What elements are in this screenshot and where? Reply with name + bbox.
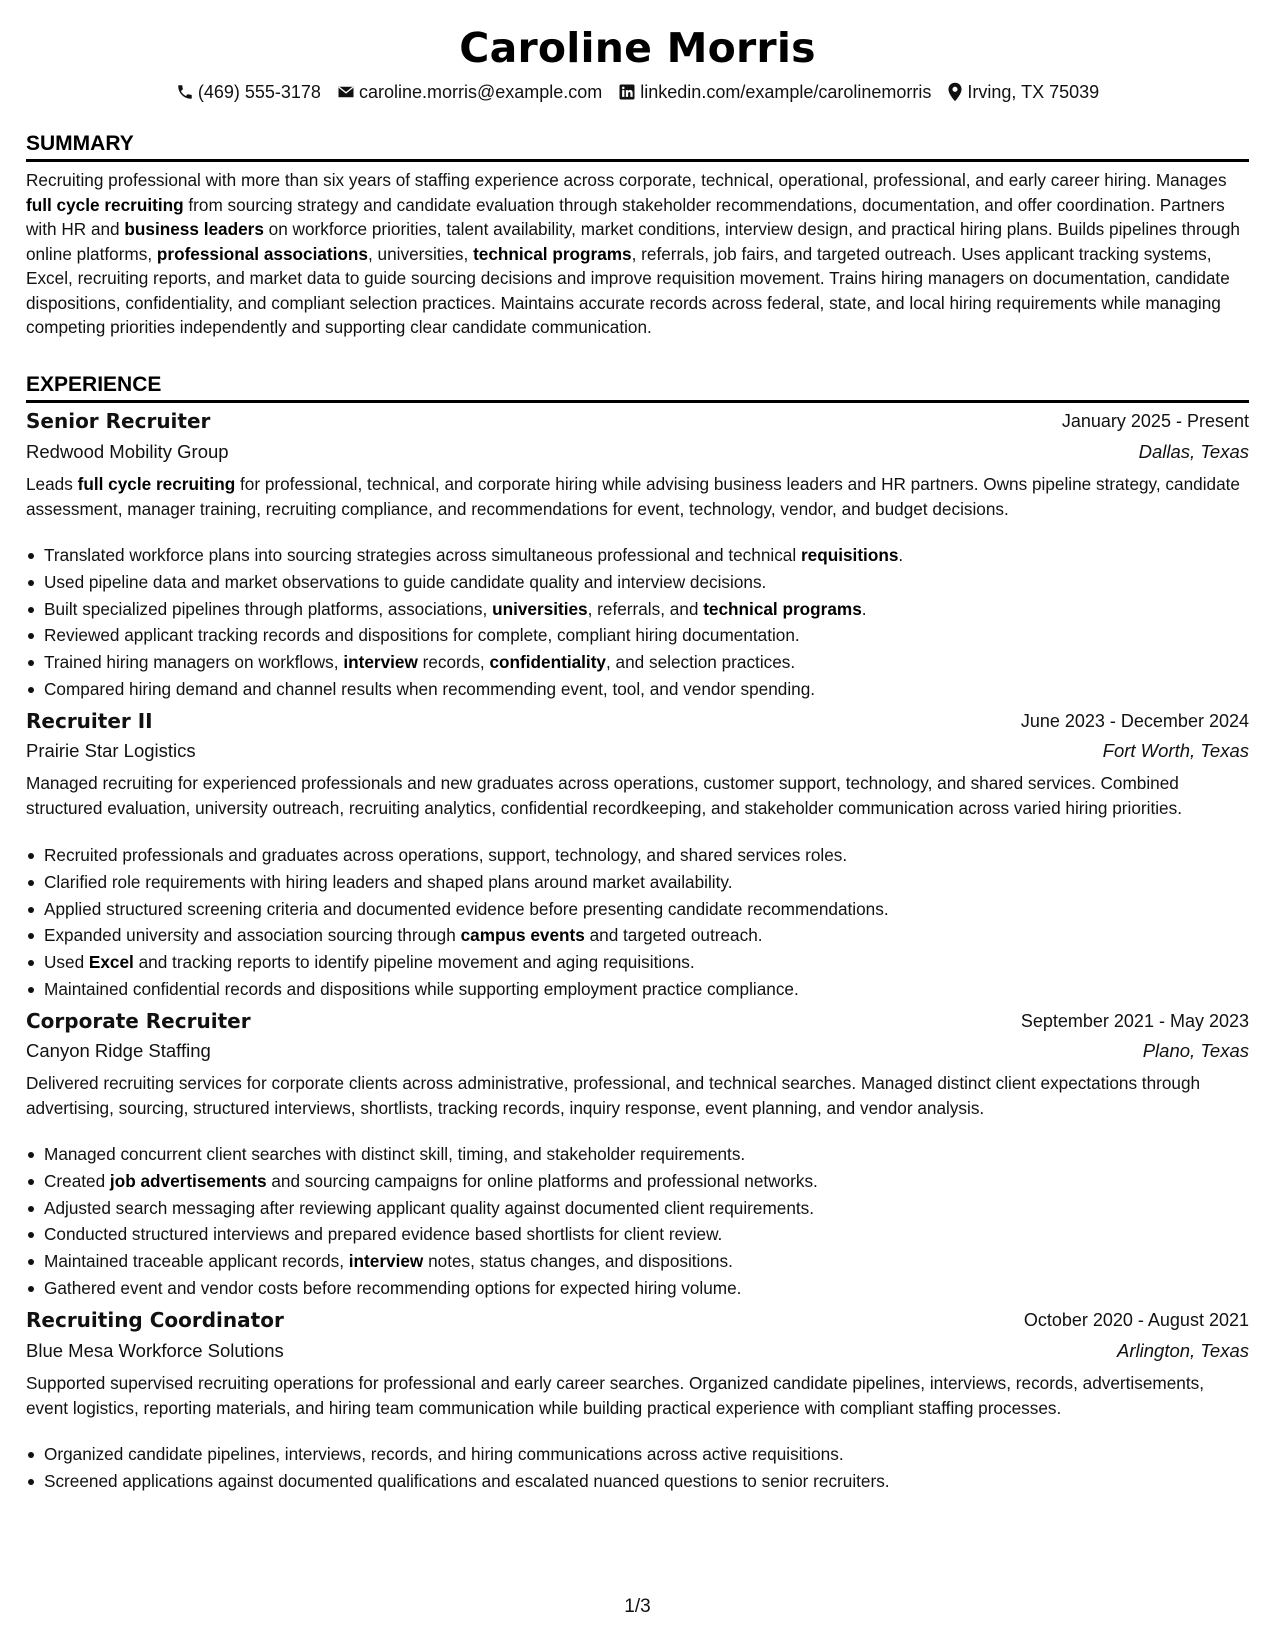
job-bullets [26, 842, 1249, 1003]
email-text[interactable]: caroline.morris@example.com [358, 81, 603, 102]
experience-rule [26, 400, 1249, 403]
job-location: Fort Worth, Texas [1102, 740, 1249, 761]
bullet-item: Maintained confidential records and dispositions while supporting employment practice compliance. [26, 976, 1249, 1003]
candidate-name: Caroline Morris [459, 24, 816, 72]
summary-heading: SUMMARY [26, 132, 134, 155]
phone-text: (469) 555-3178 [197, 81, 321, 102]
job-bullets [26, 1141, 1249, 1302]
bullet-item: Reviewed applicant tracking records and dispositions for complete, compliant hiring documentation. [26, 622, 1249, 649]
job-description: Leads full cycle recruiting for professional, technical, and corporate hiring while advising business leaders and HR partners. Owns pipeline strategy, candidate assessment, manager training, recruiting compliance, and recommendations for event, technology, vendor, and budget decisions. [26, 474, 1240, 519]
contact-email[interactable] [337, 82, 602, 103]
job-title: Recruiter II [26, 709, 153, 733]
job-dates: June 2023 - December 2024 [1020, 711, 1249, 731]
job-dates: September 2021 - May 2023 [1020, 1011, 1249, 1031]
bullet-item: Used pipeline data and market observations to guide candidate quality and interview decisions. [26, 569, 1249, 596]
job-title: Senior Recruiter [26, 409, 211, 433]
contact-linkedin[interactable] [618, 82, 931, 103]
bullet-item: Applied structured screening criteria and documented evidence before presenting candidate recommendations. [26, 896, 1249, 923]
phone-icon [176, 83, 194, 101]
job-company: Redwood Mobility Group [26, 441, 229, 462]
job-dates: October 2020 - August 2021 [1023, 1310, 1249, 1330]
bullet-item: Used Excel and tracking reports to identify pipeline movement and aging requisitions. [26, 949, 1249, 976]
bullet-item: Translated workforce plans into sourcing strategies across simultaneous professional and technical requisitions. [26, 542, 1249, 569]
experience-heading: EXPERIENCE [26, 373, 162, 396]
job-bullets [26, 1441, 1249, 1495]
linkedin-text[interactable]: linkedin.com/example/carolinemorris [640, 81, 932, 102]
contact-phone [176, 82, 321, 103]
job-bullets [26, 542, 1249, 703]
bullet-item: Managed concurrent client searches with distinct skill, timing, and stakeholder requirements. [26, 1141, 1249, 1168]
bullet-item: Created job advertisements and sourcing campaigns for online platforms and professional networks. [26, 1168, 1249, 1195]
bullet-item: Adjusted search messaging after reviewing applicant quality against documented client requirements. [26, 1195, 1249, 1222]
location-text: Irving, TX 75039 [967, 81, 1100, 102]
envelope-icon [337, 83, 355, 101]
summary-rule [26, 159, 1249, 162]
summary-text: Recruiting professional with more than six years of staffing experience across corporate, technical, operational, professional, and early career hiring. Manages full cycle recruiting from sourcing strategy and candidate evaluation through stakeholder recommendations, documentation, and offer coordination. Partners with HR and business leaders on workforce priorities, talent availability, market conditions, interview design, and practical hiring plans. Builds pipelines through online platforms, professional associations, universities, technical programs, referrals, job fairs, and targeted outreach. Uses applicant tracking systems, Excel, recruiting reports, and market data to guide sourcing decisions and improve requisition movement. Trains hiring managers on documentation, candidate dispositions, confidentiality, and compliant selection practices. Maintains accurate records across federal, state, and local hiring requirements while managing competing priorities independently and supporting clear candidate communication. [26, 170, 1240, 337]
job-company: Blue Mesa Workforce Solutions [26, 1340, 284, 1361]
resume-page [26, 0, 1249, 1650]
job-description: Managed recruiting for experienced professionals and new graduates across operations, customer support, technology, and shared services. Combined structured evaluation, university outreach, recruiting analytics, confidential recordkeeping, and stakeholder communication across varied hiring priorities. [26, 773, 1182, 818]
contact-location [947, 82, 1099, 103]
page-number: 1/3 [624, 1596, 651, 1617]
bullet-item: Conducted structured interviews and prepared evidence based shortlists for client review. [26, 1221, 1249, 1248]
job-dates: January 2025 - Present [1061, 411, 1249, 431]
bullet-item: Compared hiring demand and channel results when recommending event, tool, and vendor spending. [26, 676, 1249, 703]
bullet-item: Organized candidate pipelines, interviews, records, and hiring communications across active requisitions. [26, 1441, 1249, 1468]
job-description: Supported supervised recruiting operations for professional and early career searches. Organized candidate pipelines, interviews, records, advertisements, event logistics, reporting materials, and hiring team communication while building practical experience with compliant staffing processes. [26, 1373, 1204, 1418]
map-pin-icon [947, 82, 963, 102]
job-title: Recruiting Coordinator [26, 1308, 284, 1332]
bullet-item: Gathered event and vendor costs before recommending options for expected hiring volume. [26, 1275, 1249, 1302]
bullet-item: Screened applications against documented qualifications and escalated nuanced questions to senior recruiters. [26, 1468, 1249, 1495]
bullet-item: Built specialized pipelines through platforms, associations, universities, referrals, and technical programs. [26, 596, 1249, 623]
job-location: Plano, Texas [1142, 1040, 1249, 1061]
bullet-item: Expanded university and association sourcing through campus events and targeted outreach. [26, 922, 1249, 949]
linkedin-icon [618, 83, 636, 101]
job-location: Arlington, Texas [1117, 1340, 1249, 1361]
bullet-item: Recruited professionals and graduates across operations, support, technology, and shared services roles. [26, 842, 1249, 869]
job-company: Prairie Star Logistics [26, 740, 196, 761]
job-description: Delivered recruiting services for corporate clients across administrative, professional, and technical searches. Managed distinct client expectations through advertising, sourcing, structured interviews, shortlists, tracking records, inquiry response, event planning, and vendor analysis. [26, 1073, 1201, 1118]
job-title: Corporate Recruiter [26, 1009, 251, 1033]
bullet-item: Maintained traceable applicant records, interview notes, status changes, and dispositions. [26, 1248, 1249, 1275]
contact-bar [26, 78, 1249, 106]
bullet-item: Trained hiring managers on workflows, interview records, confidentiality, and selection practices. [26, 649, 1249, 676]
job-location: Dallas, Texas [1138, 441, 1249, 462]
bullet-item: Clarified role requirements with hiring leaders and shaped plans around market availability. [26, 869, 1249, 896]
job-company: Canyon Ridge Staffing [26, 1040, 211, 1061]
